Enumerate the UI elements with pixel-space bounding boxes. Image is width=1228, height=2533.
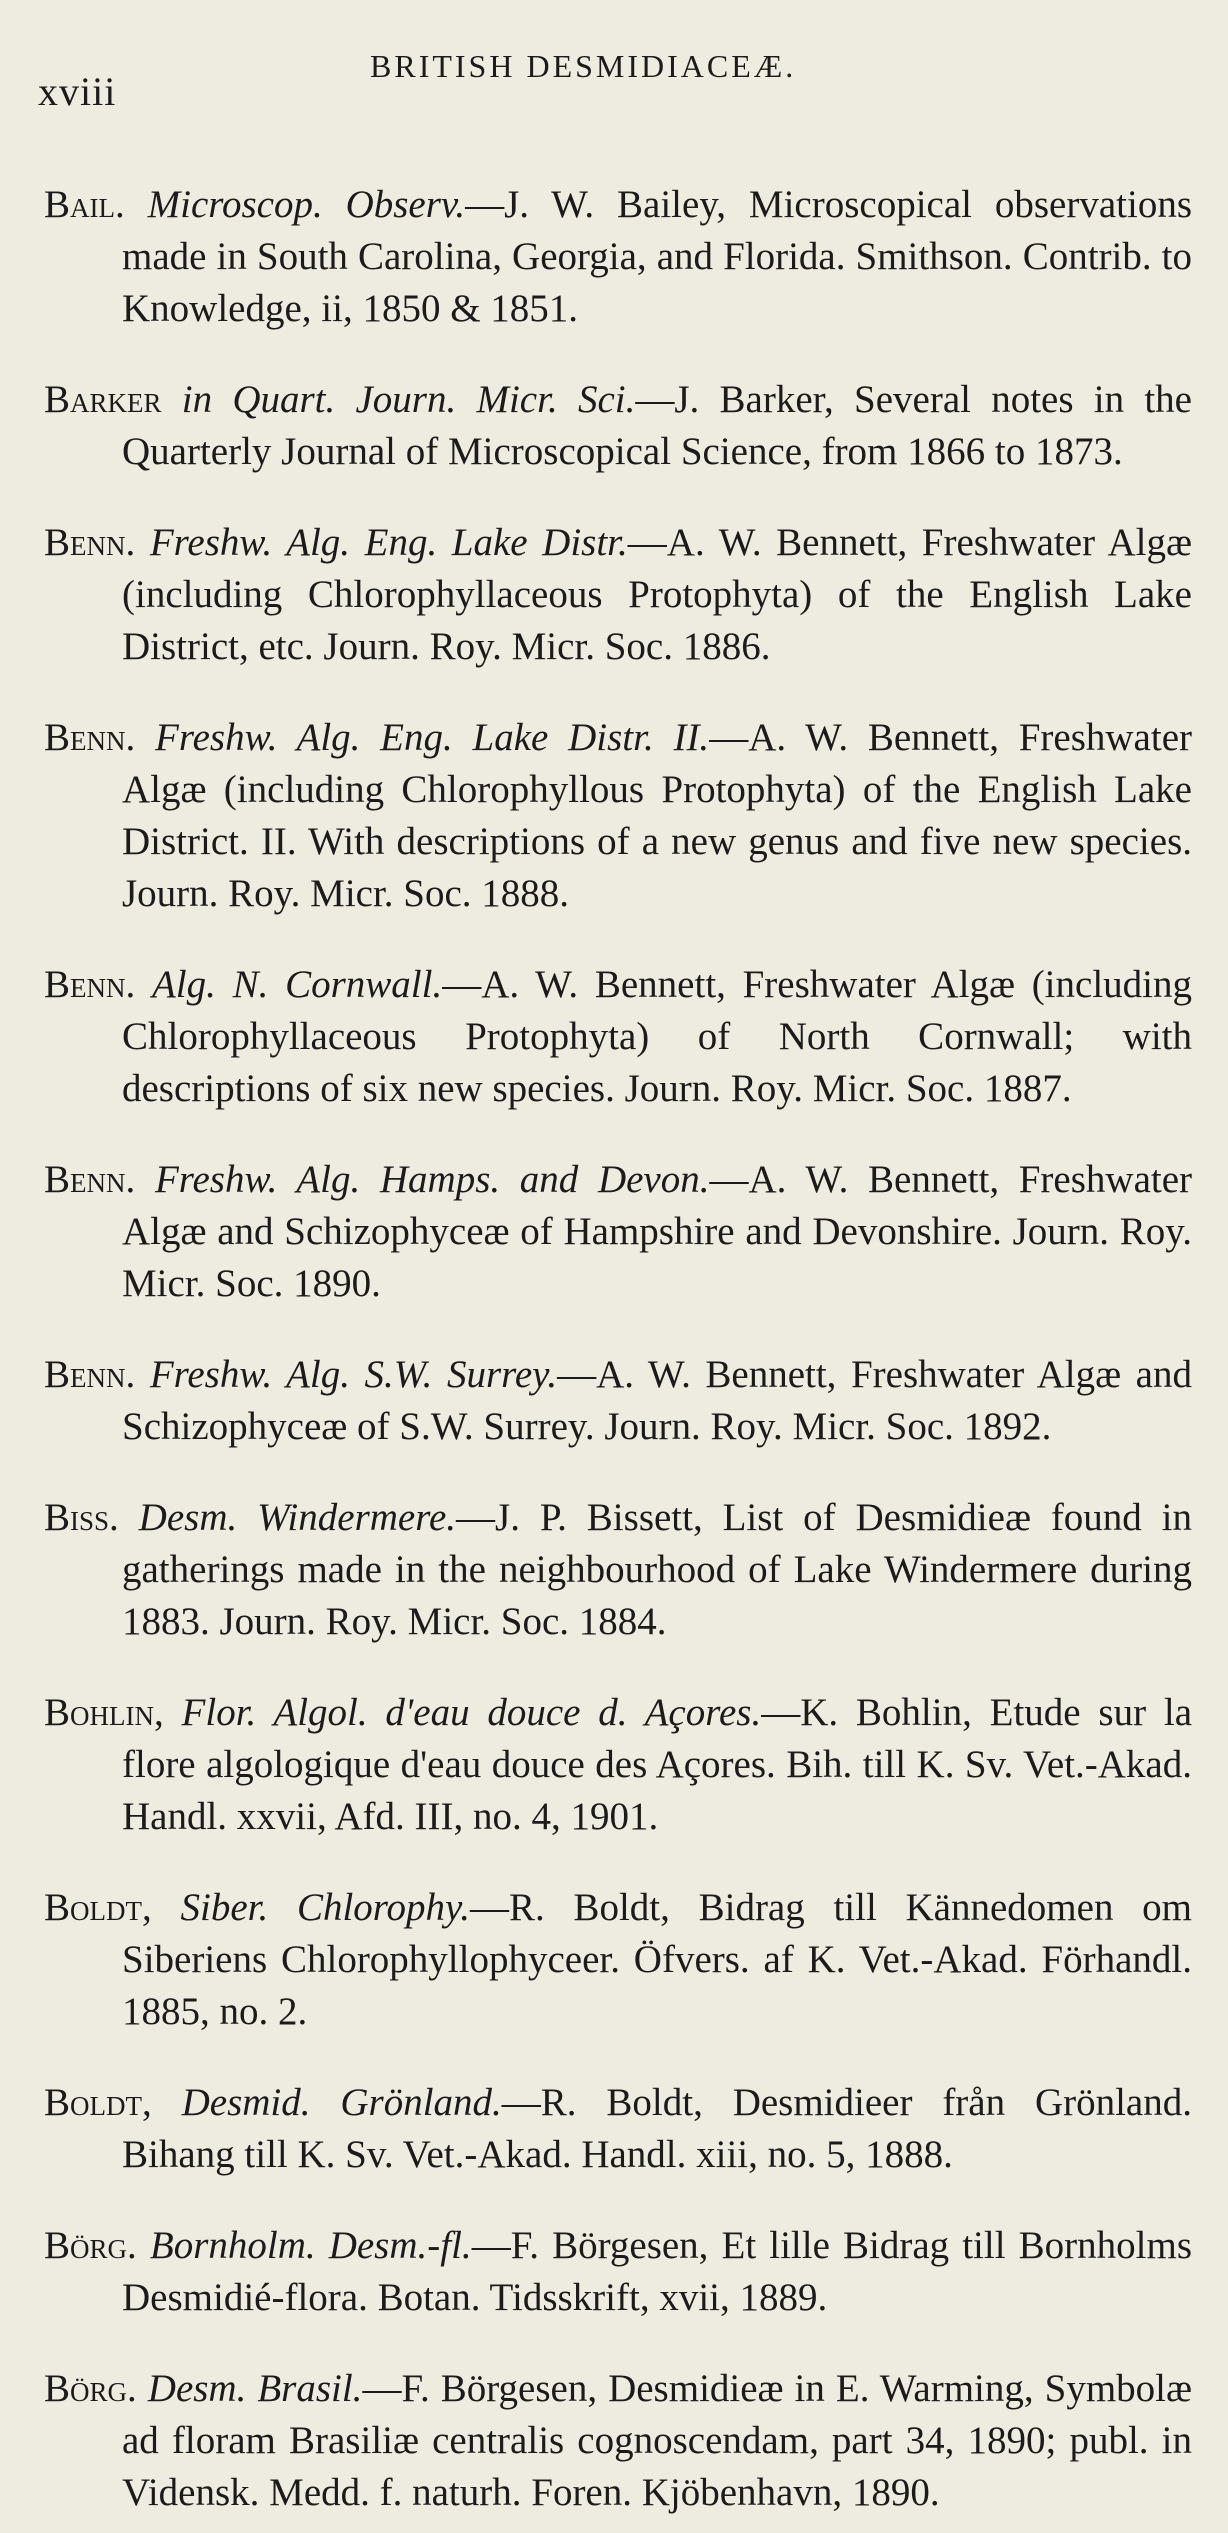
entry-abbreviation: Benn. (44, 1353, 136, 1396)
bibliography-entry (44, 1687, 1192, 1843)
entry-description: —K. Bohlin, Etude sur la flore algologique d'eau douce des Açores. Bih. till K. Sv. Vet.-Akad. Handl. xxvii, Afd. III, no. 4, 1901. (122, 1691, 1193, 1838)
entry-short-title: Alg. N. Cornwall. (151, 963, 443, 1006)
bibliography-entry (44, 517, 1192, 673)
bibliography-entry (44, 1492, 1192, 1648)
entry-short-title: in Quart. Journ. Micr. Sci. (181, 378, 636, 421)
entry-description: —J. W. Bailey, Microscopical observations made in South Carolina, Georgia, and Florida. Smithson. Contrib. to Knowledge, ii, 1850 & 1851. (122, 183, 1192, 330)
bibliography-entry (44, 1349, 1192, 1453)
entry-description: —J. P. Bissett, List of Desmidieæ found in gatherings made in the neighbourhood of Lake Windermere during 1883. Journ. Roy. Micr. Soc. 1884. (122, 1496, 1192, 1643)
entry-short-title: Microscop. Observ. (147, 183, 466, 226)
entry-description: —A. W. Bennett, Freshwater Algæ (including Chlorophyllaceous Protophyta) of North Cornwall; with descriptions of six new species. Journ. Roy. Micr. Soc. 1887. (122, 963, 1192, 1110)
entry-short-title: Flor. Algol. d'eau douce d. Açores. (181, 1691, 762, 1734)
bibliography-entry (44, 1154, 1192, 1310)
entry-short-title: Freshw. Alg. S.W. Surrey. (149, 1353, 558, 1396)
entry-description: —R. Boldt, Desmidieer från Grönland. Bihang till K. Sv. Vet.-Akad. Handl. xiii, no. 5, 1888. (122, 2081, 1192, 2176)
bibliography-entry (44, 2077, 1192, 2181)
entry-abbreviation: Boldt, (44, 2081, 152, 2124)
entry-short-title: Desmid. Grönland. (181, 2081, 502, 2124)
entry-short-title: Bornholm. Desm.-fl. (149, 2224, 472, 2267)
entry-description: —F. Börgesen, Et lille Bidrag till Bornholms Desmidié-flora. Botan. Tidsskrift, xvii, 1889. (122, 2224, 1192, 2319)
entry-description: —A. W. Bennett, Freshwater Algæ (including Chlorophyllous Protophyta) of the English Lake District. II. With descriptions of a new genus and five new species. Journ. Roy. Micr. Soc. 1888. (122, 716, 1192, 915)
bibliography-entry (44, 959, 1192, 1115)
entry-abbreviation: Biss. (44, 1496, 119, 1539)
entry-abbreviation: Benn. (44, 963, 136, 1006)
entry-abbreviation: Bohlin, (44, 1691, 164, 1734)
entry-short-title: Freshw. Alg. Eng. Lake Distr. (149, 521, 628, 564)
entry-description: —A. W. Bennett, Freshwater Algæ and Schizophyceæ of S.W. Surrey. Journ. Roy. Micr. Soc. 1892. (122, 1353, 1192, 1448)
entry-abbreviation: Benn. (44, 716, 136, 759)
entry-short-title: Siber. Chlorophy. (180, 1886, 470, 1929)
entry-abbreviation: Boldt, (44, 1886, 152, 1929)
bibliography-entry (44, 1882, 1192, 2038)
running-title: BRITISH DESMIDIACEÆ. (370, 48, 797, 84)
entry-short-title: Desm. Windermere. (138, 1496, 457, 1539)
entry-description: —A. W. Bennett, Freshwater Algæ (including Chlorophyllaceous Protophyta) of the English Lake District, etc. Journ. Roy. Micr. Soc. 1886. (122, 521, 1192, 668)
entry-description: —F. Börgesen, Desmidieæ in E. Warming, Symbolæ ad floram Brasiliæ centralis cognoscendam, part 34, 1890; publ. in Vidensk. Medd. f. naturh. Foren. Kjöbenhavn, 1890. (122, 2367, 1193, 2514)
entry-abbreviation: Benn. (44, 1158, 136, 1201)
entry-abbreviation: Barker (44, 378, 162, 421)
bibliography-entry (44, 712, 1192, 920)
entry-description: —R. Boldt, Bidrag till Kännedomen om Siberiens Chlorophyllophyceer. Öfvers. af K. Vet.-Akad. Förhandl. 1885, no. 2. (122, 1886, 1193, 2033)
page-number: xviii (38, 69, 117, 114)
bibliography-entry (44, 179, 1192, 335)
entry-short-title: Freshw. Alg. Hamps. and Devon. (154, 1158, 710, 1201)
bibliography-entry (44, 374, 1192, 478)
entry-abbreviation: Börg. (44, 2224, 137, 2267)
entry-short-title: Desm. Brasil. (147, 2367, 363, 2410)
entry-abbreviation: Benn. (44, 521, 136, 564)
entry-description: —J. Barker, Several notes in the Quarterly Journal of Microscopical Science, from 1866 to 1873. (122, 378, 1192, 473)
bibliography-list (44, 140, 1192, 2533)
entry-short-title: Freshw. Alg. Eng. Lake Distr. II. (155, 716, 710, 759)
bibliography-entry (44, 2363, 1192, 2519)
entry-abbreviation: Börg. (44, 2367, 137, 2410)
entry-abbreviation: Bail. (44, 183, 125, 226)
bibliography-entry (44, 2220, 1192, 2324)
entry-description: —A. W. Bennett, Freshwater Algæ and Schizophyceæ of Hampshire and Devonshire. Journ. Roy. Micr. Soc. 1890. (122, 1158, 1193, 1305)
